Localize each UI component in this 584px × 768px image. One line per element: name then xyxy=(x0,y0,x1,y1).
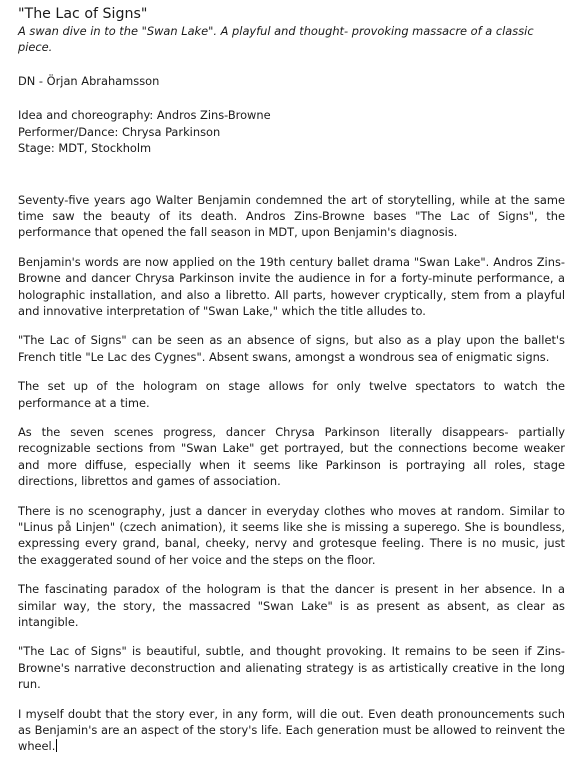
credit-performer: Performer/Dance: Chrysa Parkinson xyxy=(18,124,221,139)
last-paragraph-text: I myself doubt that the story ever, in any form, will die out. Even death pronouncements such as Benjamin's are an aspect of the story's life. Each generation must be allowed to reinvent the wheel. xyxy=(18,706,565,754)
credit-choreography: Idea and choreography: Andros Zins-Browne xyxy=(18,108,271,122)
paragraph: Seventy-five years ago Walter Benjamin condemned the art of storytelling, while at the same time saw the beauty of its death. Andros Zins-Browne bases "The Lac of Signs", the performance that opened the fall season in MDT, upon Benjamin's diagnosis. xyxy=(18,192,565,240)
article-title: "The Lac of Signs" xyxy=(18,6,148,22)
paragraph: The fascinating paradox of the hologram is that the dancer is present in her absence. In a similar way, the story, the massacred "Swan Lake" is as present as absent, as clear as intangible. xyxy=(18,582,565,630)
article-subtitle: A swan dive in to the "Swan Lake". A playful and thought- provoking massacre of a classic piece. xyxy=(18,24,534,54)
paragraph: "The Lac of Signs" can be seen as an absence of signs, but also as a play upon the ballet's French title "Le Lac des Cygnes". Absent swans, amongst a wondrous sea of enigmatic signs. xyxy=(18,333,565,364)
paragraph: As the seven scenes progress, dancer Chrysa Parkinson literally disappears- partially recognizable sections from "Swan Lake" get portrayed, but the connections become weaker and more diffuse, especially when it seems like Parkinson is portraying all roles, stage directions, librettos and games of association. xyxy=(18,424,565,489)
paragraph: "The Lac of Signs" is beautiful, subtle, and thought provoking. It remains to be seen if Zins-Browne's narrative deconstruction and alienating strategy is as artistically creative in the long run. xyxy=(18,644,565,692)
article-body[interactable] xyxy=(18,192,565,755)
article-source: DN - Örjan Abrahamsson xyxy=(18,74,160,88)
paragraph: The set up of the hologram on stage allows for only twelve spectators to watch the performance at a time. xyxy=(18,379,565,410)
credits-block xyxy=(18,107,565,157)
document-page xyxy=(18,5,565,768)
paragraph: Benjamin's words are now applied on the 19th century ballet drama "Swan Lake". Andros Zins-Browne and dancer Chrysa Parkinson invite the audience in for a forty-minute performance, a holographic installation, and also a libretto. All parts, however cryptically, stem from a playful and innovative interpretation of "Swan Lake," which the title alludes to. xyxy=(18,254,565,318)
paragraph: There is no scenography, just a dancer in everyday clothes who moves at random. Similar to "Linus på Linjen" (czech animation), it seems like she is missing a superego. She is boundless, expressing every grand, banal, cheeky, nervy and grotesque feeling. There is no music, just the exaggerated sound of her voice and the steps on the floor. xyxy=(18,503,565,567)
text-cursor xyxy=(56,739,57,752)
last-paragraph xyxy=(18,706,565,755)
credit-stage: Stage: MDT, Stockholm xyxy=(18,141,152,155)
